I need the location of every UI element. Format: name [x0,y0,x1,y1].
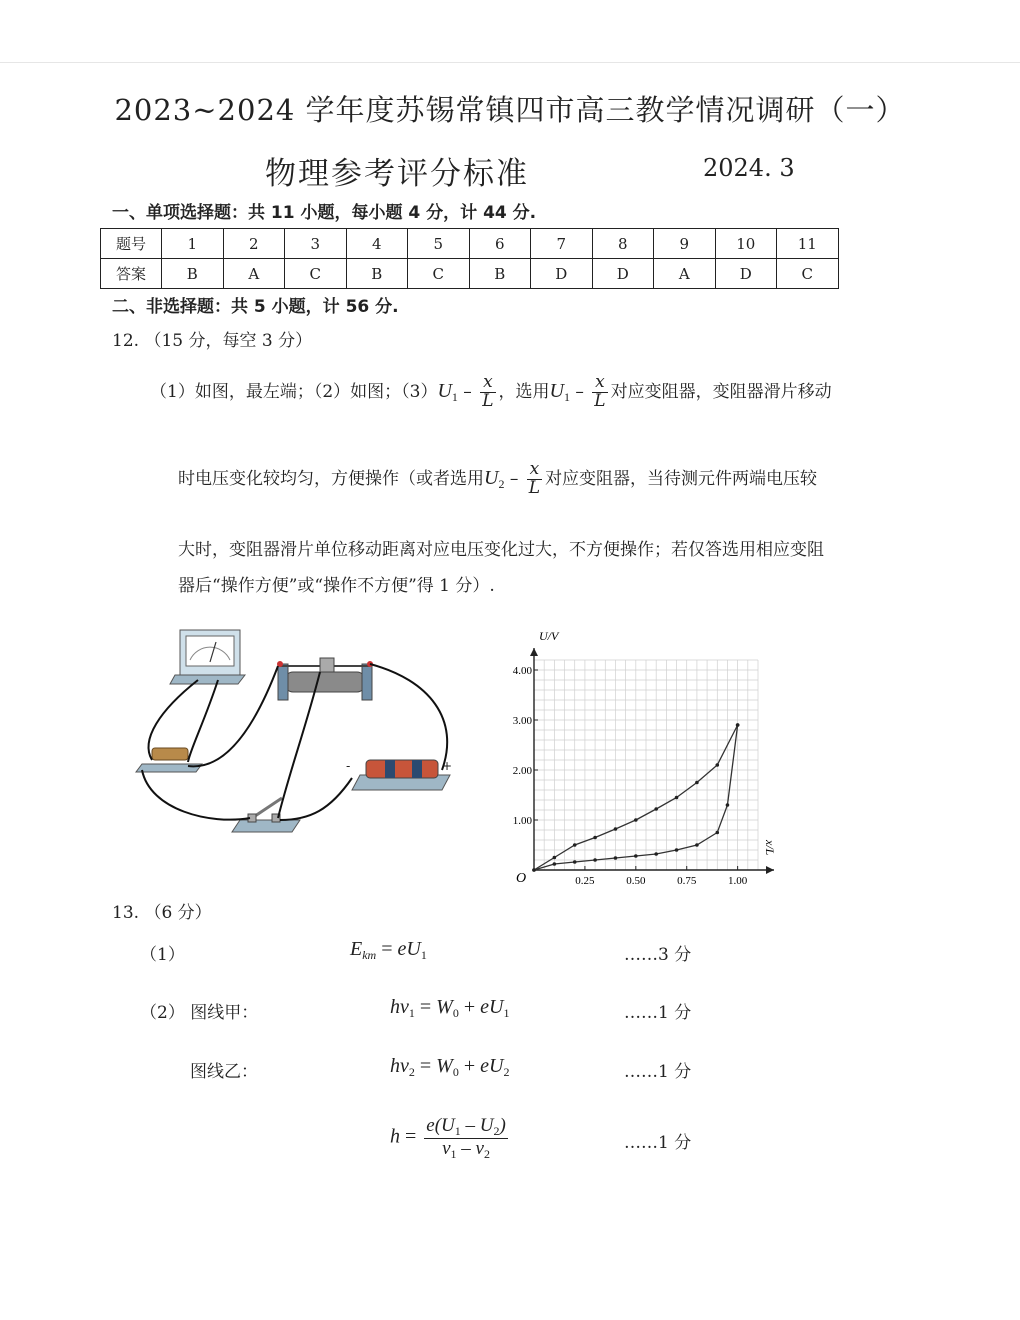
question-number: 2 [223,229,285,259]
fraction-x-over-l: $\frac{x}{L}$ [528,459,541,498]
rheostat [277,658,373,700]
data-point [736,723,740,727]
question-number: 4 [346,229,408,259]
q12-line1-c: 对应变阻器，变阻器滑片移动 [610,381,832,402]
score-1b: ……1 分 [624,1062,692,1082]
score-1a: ……1 分 [624,1003,692,1023]
section2-heading: 二、非选择题：共 5 小题，计 56 分. [112,297,399,317]
answer-cell: D [592,259,654,289]
question-number: 8 [592,229,654,259]
data-point [654,852,658,856]
formula-u1-a: $U_1$ [437,379,458,404]
question-number: 9 [654,229,716,259]
data-point [695,781,699,785]
formula-h: h = $\frac{e(U_1 - U_2)}{\nu_1 - \nu_2}$ [390,1115,506,1161]
answer-cell: D [715,259,777,289]
data-point [532,868,536,872]
answer-cell: A [223,259,285,289]
q12-line2: 时电压变化较均匀，方便操作（或者选用$U_2$ – $\frac{x}{L}$ 对应变阻器，当待测元件两端电压较 [178,459,818,498]
answer-table [100,228,839,289]
u-vs-x-chart [492,620,792,890]
q12-line1-b: ，选用 [498,381,550,402]
question-number: 3 [285,229,347,259]
answer-cell: D [531,259,593,289]
section1-heading: 一、单项选择题：共 11 小题，每小题 4 分，计 44 分. [112,203,537,223]
question-row [101,229,839,259]
data-point [573,860,577,864]
q13-part1-label: （1） [140,945,185,965]
fraction-x-over-l: $\frac{x}{L}$ [482,372,494,411]
q13-header: 13. （6 分） [112,903,212,923]
chart-grid [534,660,758,870]
data-point [715,831,719,835]
question-number: 11 [777,229,839,259]
question-number: 1 [162,229,224,259]
battery [346,759,452,790]
answer-cell: C [408,259,470,289]
q12-header: 12. （15 分，每空 3 分） [112,331,313,351]
y-tick-label: 1.00 [512,815,532,827]
data-point [675,796,679,800]
formula-ekm: $E_{km} = eU_1$ [350,938,427,962]
data-point [654,807,658,811]
top-rule [0,62,1020,63]
page-subtitle: 物理参考评分标准 [265,156,529,192]
q12-line1-a: （1）如图，最左端；（2）如图；（3） [150,381,438,402]
data-point [715,763,719,767]
q12-line3: 大时，变阻器滑片单位移动距离对应电压变化过大，不方便操作；若仅答选用相应变阻 [178,540,824,560]
data-point [695,843,699,847]
x-axis-arrow [766,866,774,874]
page-title: 2023~2024 学年度苏锡常镇四市高三教学情况调研（一） [114,93,906,127]
q12-line4: 器后“操作方便”或“操作不方便”得 1 分）. [178,576,495,596]
answer-cell: A [654,259,716,289]
fraction-h: $\frac{e(U_1 - U_2)}{\nu_1 - \nu_2}$ [426,1115,506,1161]
q13-part3-label: 图线乙： [190,1062,258,1082]
y-tick-label: 3.00 [512,715,532,727]
formula-hv1: $h\nu_1 = W_0 + eU_1$ [390,996,510,1020]
score-1c: ……1 分 [624,1133,692,1153]
question-number: 7 [531,229,593,259]
row-label-answer: 答案 [101,259,162,289]
data-point [573,843,577,847]
data-point [614,856,618,860]
circuit-diagram [130,620,470,840]
answer-cell: B [162,259,224,289]
answer-cell: B [346,259,408,289]
y-axis-arrow [530,648,538,656]
data-point [553,856,557,860]
data-point [593,836,597,840]
question-number: 6 [469,229,531,259]
switch [232,798,300,832]
formula-u1-b: $U_1$ [549,379,570,404]
data-point [675,848,679,852]
q12-line2-b: 对应变阻器，当待测元件两端电压较 [545,468,818,489]
y-axis-label: U/V [539,629,559,643]
chart-ticks [513,665,748,887]
score-3: ……3 分 [624,945,692,965]
formula-hv2: $h\nu_2 = W_0 + eU_2$ [390,1055,510,1079]
exam-date: 2024. 3 [703,154,795,182]
svg-text:-: - [346,759,351,773]
x-axis-label: x/L [763,840,777,856]
x-tick-label: 0.25 [575,875,595,887]
row-label-question: 题号 [101,229,162,259]
x-tick-label: 0.50 [626,875,646,887]
data-point [553,862,557,866]
svg-text:+: + [442,759,453,773]
question-number: 5 [408,229,470,259]
voltmeter [170,630,245,684]
x-tick-label: 1.00 [728,875,748,887]
answer-cell: C [777,259,839,289]
answer-row [101,259,839,289]
formula-u2: $U_2$ [484,466,505,491]
answer-cell: C [285,259,347,289]
data-point [726,803,730,807]
x-tick-label: 0.75 [677,875,697,887]
q12-line2-a: 时电压变化较均匀，方便操作（或者选用 [178,468,484,489]
data-point [593,858,597,862]
y-tick-label: 2.00 [512,765,532,777]
question-number: 10 [715,229,777,259]
q13-part2-label: （2） 图线甲： [140,1003,259,1023]
y-tick-label: 4.00 [512,665,532,677]
answer-cell: B [469,259,531,289]
q12-line1: （1）如图，最左端；（2）如图；$(3)U_1$ – $\frac{x}{L}$ ，选用$U_1$ – $\frac{x}{L}$ 对应变阻器，变阻器滑片移动 [150,372,832,411]
data-point [614,827,618,831]
data-point [634,854,638,858]
data-point [634,818,638,822]
origin-label: O [516,871,527,886]
fraction-x-over-l: $\frac{x}{L}$ [594,372,606,411]
